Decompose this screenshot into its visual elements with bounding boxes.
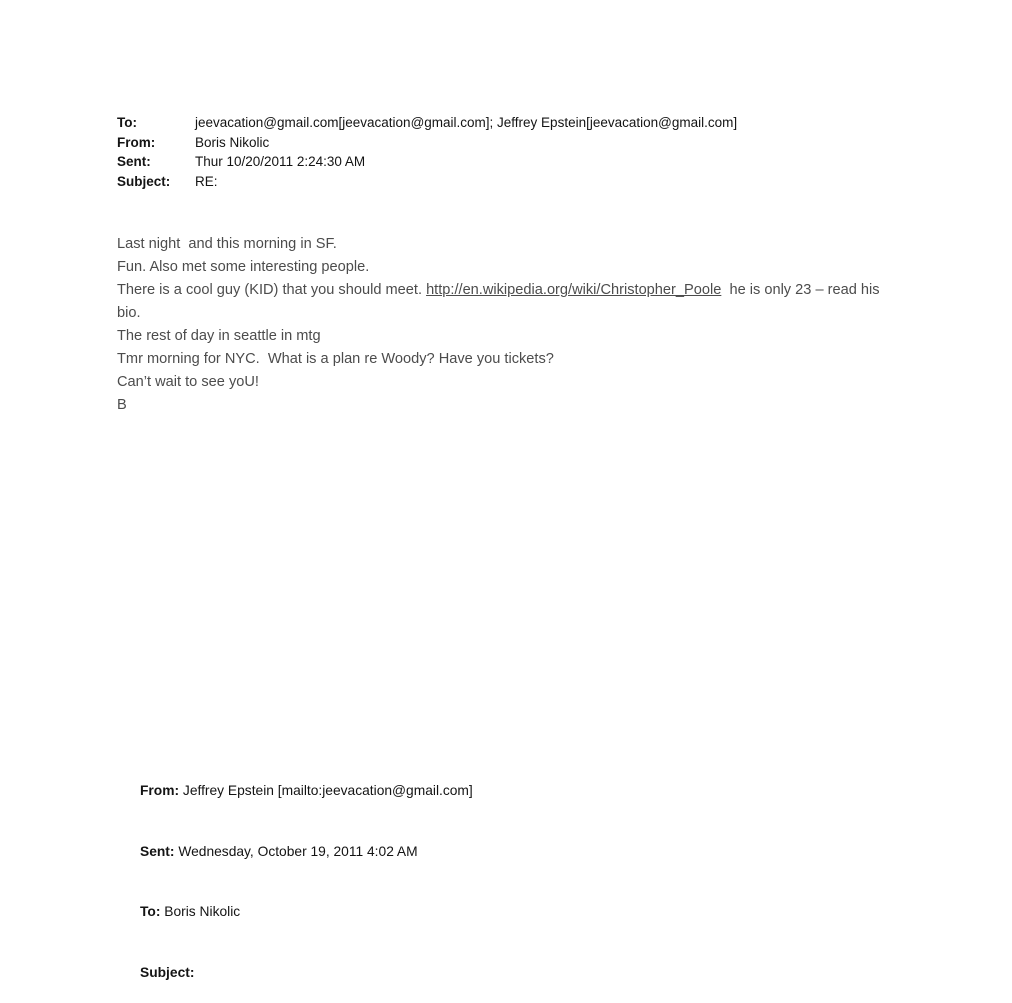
- quoted-sent-value: Wednesday, October 19, 2011 4:02 AM: [174, 843, 418, 859]
- quoted-to-value: Boris Nikolic: [160, 904, 241, 920]
- body-paragraph: Fun. Also met some interesting people.: [117, 259, 370, 275]
- body-paragraph-with-link: [117, 279, 887, 325]
- wikipedia-link[interactable]: http://en.wikipedia.org/wiki/Christopher_Poole: [426, 282, 722, 298]
- link-paragraph-after-text: he is only 23 – read his bio.: [117, 282, 884, 321]
- link-paragraph-before-text: There is a cool guy (KID) that you should meet.: [117, 282, 427, 298]
- body-paragraph: Tmr morning for NYC. What is a plan re Woody? Have you tickets?: [117, 351, 554, 367]
- quoted-row-subject: [117, 943, 473, 1003]
- quoted-from-value: Jeffrey Epstein [mailto:jeevacation@gmail.com]: [179, 783, 473, 799]
- body-paragraph: Last night and this morning in SF.: [117, 236, 337, 252]
- quoted-subject-label: Subject:: [140, 965, 195, 981]
- subject-value: RE:: [195, 173, 218, 189]
- quoted-to-label: To:: [140, 904, 161, 920]
- from-value: Boris Nikolic: [195, 134, 270, 150]
- subject-label: Subject:: [117, 173, 171, 189]
- header-row-to: [117, 113, 737, 133]
- quoted-row-from: [117, 761, 473, 822]
- quoted-row-sent: [117, 822, 473, 883]
- header-row-sent: [117, 152, 737, 172]
- body-paragraph: The rest of day in seattle in mtg: [117, 328, 321, 344]
- header-row-from: [117, 133, 737, 153]
- quoted-row-to: [117, 882, 473, 943]
- sent-label: Sent:: [117, 154, 151, 170]
- body-paragraph: Can’t wait to see yoU!: [117, 374, 259, 390]
- quoted-from-label: From:: [140, 783, 180, 799]
- header-row-subject: [117, 172, 737, 192]
- quoted-sent-label: Sent:: [140, 843, 175, 859]
- to-label: To:: [117, 115, 137, 130]
- email-body: [117, 233, 887, 417]
- email-header: [117, 113, 737, 191]
- sent-value: Thur 10/20/2011 2:24:30 AM: [195, 154, 366, 170]
- signature: B: [117, 397, 127, 413]
- to-value: jeevacation@gmail.com[jeevacation@gmail.com]; Jeffrey Epstein[jeevacation@gmail.com]: [195, 115, 738, 130]
- from-label: From:: [117, 134, 156, 150]
- quoted-email-header: [117, 761, 473, 1003]
